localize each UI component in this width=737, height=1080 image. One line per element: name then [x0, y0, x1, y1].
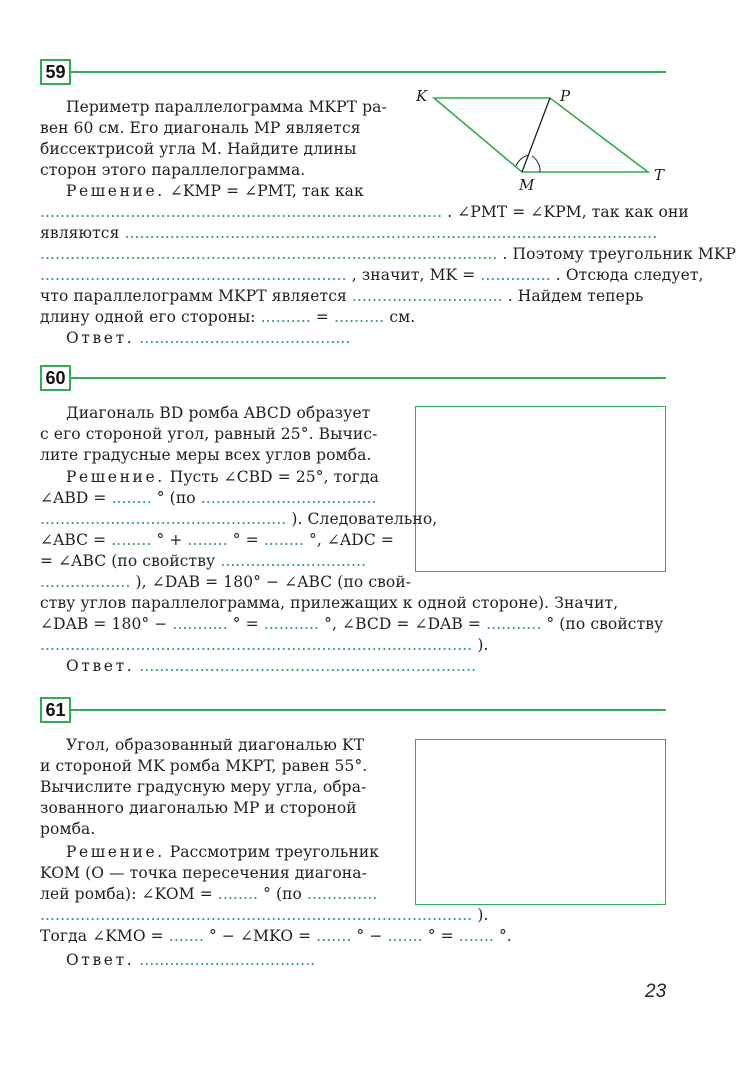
fill-blank[interactable]: ........ [111, 489, 152, 507]
fill-blank[interactable]: ................................................................................ [40, 203, 443, 221]
fill-blank[interactable]: ....... [458, 927, 494, 945]
solution-61-line-5: Тогда ∠KMO = ....... ° − ∠MKO = ....... ° − ....... ° = ....... °. [40, 927, 512, 945]
parallelogram-figure [410, 82, 680, 194]
solution-59-line-4: ........................................................................................... . Поэтому треугольник MKP [40, 245, 737, 263]
label-t: T [654, 166, 665, 184]
answer-59 [66, 328, 350, 349]
solution-59-line-2: ................................................................................ . ∠PMT = ∠KPM, так как они [40, 203, 689, 221]
fill-blank[interactable]: ................................................. [40, 510, 287, 528]
problem-number-60: 60 [40, 365, 71, 391]
fill-blank[interactable]: ................................... [200, 489, 377, 507]
fill-blank[interactable]: .......... [260, 308, 311, 326]
fill-blank[interactable]: ........ [111, 531, 152, 549]
fill-blank[interactable]: .......... [334, 308, 385, 326]
solution-61-line-2: KOM (O — точка пересечения диагона- [40, 864, 367, 882]
problem-61-line-4: зованного диагональю MP и стороной [40, 799, 357, 817]
solution-60-line-1: Решение. Пусть ∠CBD = 25°, тогда [66, 468, 379, 486]
solution-59-line-1: Решение. ∠KMP = ∠PMT, так как [66, 182, 364, 200]
fill-blank[interactable]: ....... [316, 927, 352, 945]
fill-blank[interactable]: ........... [172, 615, 228, 633]
solution-59-line-5: ............................................................. , значит, MK = .............. . Отсюда следует, [40, 266, 704, 284]
answer-blank[interactable]: .......................................... [139, 329, 351, 347]
answer-label: Ответ. [66, 329, 135, 347]
solution-59-line-7: длину одной его стороны: .......... = .......... см. [40, 308, 416, 326]
solution-59-line-6: что параллелограмм MKPT является .............................. . Найдем теперь [40, 287, 644, 305]
problem-61-line-1: Угол, образованный диагональю KT [66, 736, 365, 754]
answer-61 [66, 950, 315, 971]
problem-59-line-1: Периметр параллелограмма MKPT ра- [66, 98, 387, 116]
fill-blank[interactable]: ........ [217, 885, 259, 903]
angle-arc-right [532, 156, 540, 172]
answer-blank[interactable]: ................................................................... [139, 657, 477, 675]
fill-blank[interactable]: .............. [480, 266, 551, 284]
problem-61-line-5: ромба. [40, 820, 96, 838]
diagonal-mp [522, 98, 550, 172]
section-rule-61 [71, 709, 666, 711]
fill-blank[interactable]: .................. [40, 573, 131, 591]
problem-59-line-4: сторон этого параллелограмма. [40, 161, 306, 179]
fill-blank[interactable]: .............................. [351, 287, 503, 305]
section-rule-60 [71, 377, 666, 379]
solution-60-line-6: .................. ), ∠DAB = 180° − ∠ABC (по свой- [40, 573, 412, 591]
solution-61-line-3: лей ромба): ∠KOM = ........ ° (по .............. [40, 885, 378, 903]
solution-60-line-4: ∠ABC = ........ ° + ........ ° = ........ °, ∠ADC = [40, 531, 394, 549]
problem-number-59: 59 [40, 59, 71, 85]
solution-59-line-3: являются .......................................................................................................... [40, 224, 658, 242]
page-number: 23 [645, 981, 667, 1002]
answer-60 [66, 656, 476, 677]
problem-60-line-1: Диагональ BD ромба ABCD образует [66, 404, 371, 422]
problem-61-line-2: и стороной MK ромба MKPT, равен 55°. [40, 757, 368, 775]
drawing-box-61[interactable] [415, 739, 666, 905]
label-k: K [416, 87, 428, 105]
solution-60-line-3: ................................................. ). Следовательно, [40, 510, 438, 528]
parallelogram-mkpt [434, 98, 648, 172]
fill-blank[interactable]: ...................................................................................... [40, 906, 473, 924]
section-rule-59 [71, 71, 666, 73]
solution-60-line-2: ∠ABD = ........ ° (по ................................... [40, 489, 377, 507]
problem-60-line-2: с его стороной угол, равный 25°. Вычис- [40, 425, 378, 443]
fill-blank[interactable]: ........................................................................................... [40, 245, 498, 263]
fill-blank[interactable]: ............................................................. [40, 266, 347, 284]
answer-label: Ответ. [66, 951, 135, 969]
label-p: P [560, 87, 571, 105]
drawing-box-60[interactable] [415, 406, 666, 572]
fill-blank[interactable]: ........ [263, 531, 304, 549]
fill-blank[interactable]: ...................................................................................... [40, 636, 473, 654]
solution-60-line-5: = ∠ABC (по свойству ............................. [40, 552, 367, 570]
solution-label: Решение. [66, 182, 165, 200]
solution-61-line-1: Решение. Рассмотрим треугольник [66, 843, 380, 861]
answer-label: Ответ. [66, 657, 135, 675]
answer-blank[interactable]: ................................... [139, 951, 316, 969]
solution-60-line-7: ству углов параллелограмма, прилежащих к одной стороне). Значит, [40, 594, 619, 612]
fill-blank[interactable]: .......................................................................................................... [124, 224, 658, 242]
solution-label: Решение. [66, 468, 165, 486]
fill-blank[interactable]: .............. [307, 885, 378, 903]
solution-60-line-9: ...................................................................................... ). [40, 636, 489, 654]
solution-label: Решение. [66, 843, 165, 861]
solution-61-line-4: ...................................................................................... ). [40, 906, 489, 924]
fill-blank[interactable]: ....... [387, 927, 423, 945]
fill-blank[interactable]: ............................. [220, 552, 367, 570]
problem-61-line-3: Вычислите градусную меру угла, обра- [40, 778, 367, 796]
label-m: M [519, 176, 535, 194]
problem-number-61: 61 [40, 697, 71, 723]
solution-60-line-8: ∠DAB = 180° − ........... ° = ........... °, ∠BCD = ∠DAB = ........... ° (по свойству [40, 615, 664, 633]
fill-blank[interactable]: ........... [486, 615, 542, 633]
fill-blank[interactable]: ....... [168, 927, 204, 945]
problem-59-line-2: вен 60 см. Его диагональ MP является [40, 119, 361, 137]
problem-60-line-3: лите градусные меры всех углов ромба. [40, 446, 372, 464]
angle-arc-left [516, 155, 529, 166]
fill-blank[interactable]: ........... [263, 615, 320, 633]
problem-59-line-3: биссектрисой угла M. Найдите длины [40, 140, 357, 158]
fill-blank[interactable]: ........ [187, 531, 228, 549]
